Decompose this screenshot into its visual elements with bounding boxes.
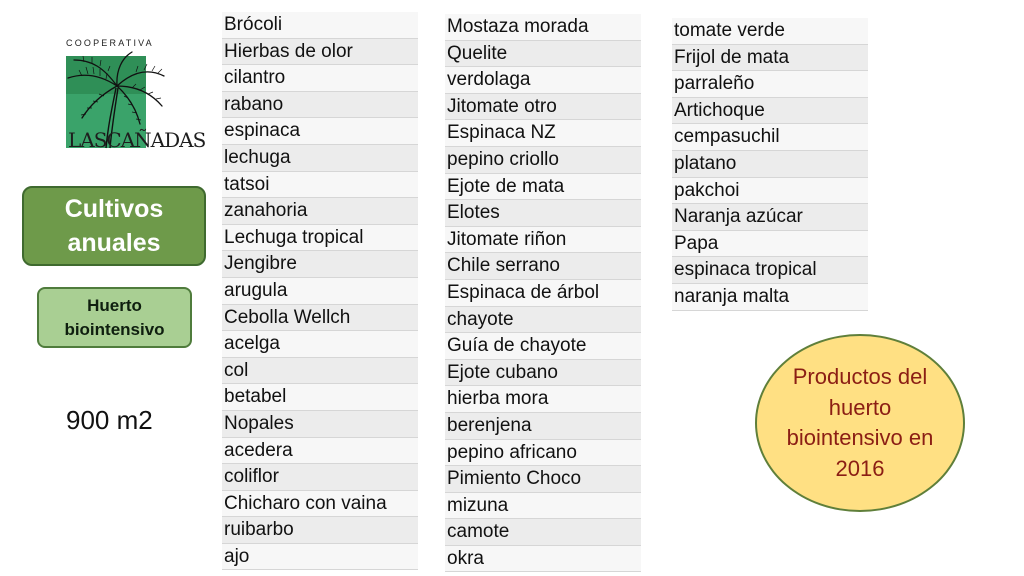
product-item: arugula <box>222 278 418 305</box>
product-item: tatsoi <box>222 172 418 199</box>
product-item: Jitomate riñon <box>445 227 641 254</box>
product-item: Espinaca de árbol <box>445 280 641 307</box>
product-item: espinaca tropical <box>672 257 868 284</box>
logo-name: LASCAÑADAS <box>68 128 206 152</box>
product-item: Ejote cubano <box>445 360 641 387</box>
product-item: cilantro <box>222 65 418 92</box>
product-item: Mostaza morada <box>445 14 641 41</box>
product-item: pepino criollo <box>445 147 641 174</box>
product-item: tomate verde <box>672 18 868 45</box>
product-item: Lechuga tropical <box>222 225 418 252</box>
product-list-3 <box>672 18 868 311</box>
product-item: coliflor <box>222 464 418 491</box>
product-item: platano <box>672 151 868 178</box>
product-item: Pimiento Choco <box>445 466 641 493</box>
product-list-1 <box>222 12 418 570</box>
product-item: verdolaga <box>445 67 641 94</box>
product-item: okra <box>445 546 641 573</box>
callout-bubble <box>755 334 965 512</box>
product-item: ruibarbo <box>222 517 418 544</box>
category-label: Cultivos anuales <box>22 186 206 266</box>
product-item: col <box>222 358 418 385</box>
product-item: espinaca <box>222 118 418 145</box>
product-item: Nopales <box>222 411 418 438</box>
subcategory-label: Huerto biointensivo <box>37 287 192 348</box>
product-item: Naranja azúcar <box>672 204 868 231</box>
area-label: 900 m2 <box>66 405 153 435</box>
product-item: Hierbas de olor <box>222 39 418 66</box>
product-item: hierba mora <box>445 386 641 413</box>
logo-caption: COOPERATIVA <box>66 38 154 48</box>
product-item: mizuna <box>445 493 641 520</box>
product-item: berenjena <box>445 413 641 440</box>
product-item: rabano <box>222 92 418 119</box>
product-item: cempasuchil <box>672 124 868 151</box>
product-item: pakchoi <box>672 178 868 205</box>
product-item: parraleño <box>672 71 868 98</box>
product-item: zanahoria <box>222 198 418 225</box>
product-item: Cebolla Wellch <box>222 305 418 332</box>
product-item: camote <box>445 519 641 546</box>
product-item: Elotes <box>445 200 641 227</box>
product-item: Artichoque <box>672 98 868 125</box>
callout-text: Productos del huerto biointensivo en 2016 <box>786 364 934 481</box>
product-item: Espinaca NZ <box>445 120 641 147</box>
product-item: acelga <box>222 331 418 358</box>
product-item: Guía de chayote <box>445 333 641 360</box>
product-item: chayote <box>445 307 641 334</box>
product-item: betabel <box>222 384 418 411</box>
product-item: pepino africano <box>445 440 641 467</box>
product-item: naranja malta <box>672 284 868 311</box>
product-item: Papa <box>672 231 868 258</box>
product-item: Brócoli <box>222 12 418 39</box>
product-item: Frijol de mata <box>672 45 868 72</box>
product-item: Jitomate otro <box>445 94 641 121</box>
product-item: Chile serrano <box>445 253 641 280</box>
product-item: ajo <box>222 544 418 571</box>
product-item: Quelite <box>445 41 641 68</box>
product-item: Chicharo con vaina <box>222 491 418 518</box>
product-item: acedera <box>222 438 418 465</box>
product-item: lechuga <box>222 145 418 172</box>
product-item: Ejote de mata <box>445 174 641 201</box>
product-item: Jengibre <box>222 251 418 278</box>
product-list-2 <box>445 14 641 572</box>
